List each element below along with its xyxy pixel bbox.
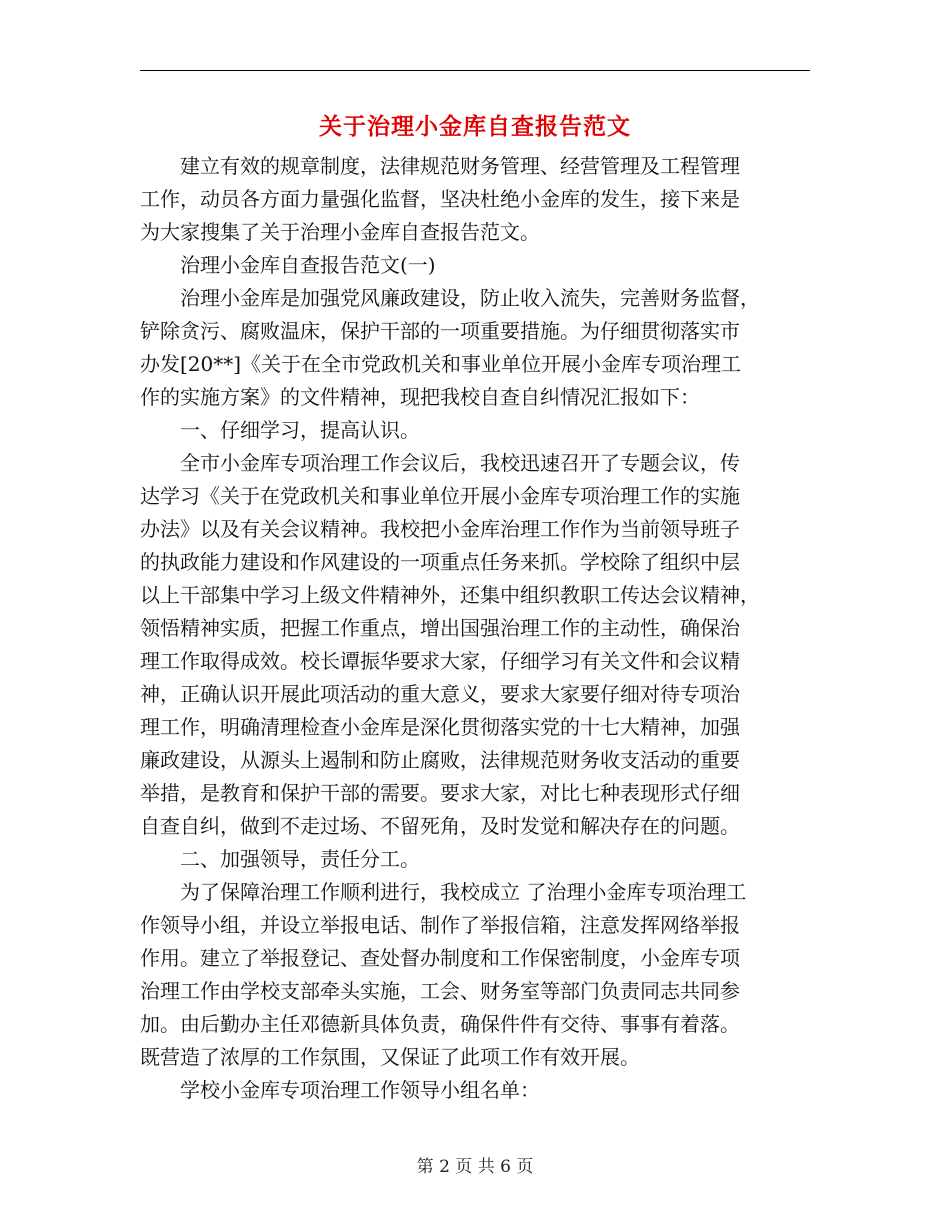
text-line: 加。由后勤办主任邓德新具体负责，确保件件有交待、事事有着落。 bbox=[140, 1012, 740, 1036]
document-title: 关于治理小金库自查报告范文 bbox=[319, 113, 631, 140]
text-line: 作领导小组，并设立举报电话、制作了举报信箱，注意发挥网络举报 bbox=[140, 913, 740, 937]
document-body bbox=[140, 150, 810, 1107]
header-rule bbox=[140, 70, 810, 71]
text-line: 廉政建设，从源头上遏制和防止腐败，法律规范财务收支活动的重要 bbox=[140, 748, 740, 772]
page-footer: 第 2 页 共 6 页 bbox=[416, 1157, 534, 1177]
text-line: 以上干部集中学习上级文件精神外，还集中组织教职工传达会议精神， bbox=[140, 583, 760, 607]
text-line: 全市小金库专项治理工作会议后，我校迅速召开了专题会议，传 bbox=[140, 451, 740, 475]
text-line: 举措，是教育和保护干部的需要。要求大家，对比七种表现形式仔细 bbox=[140, 781, 740, 805]
text-line: 治理工作由学校支部牵头实施，工会、财务室等部门负责同志共同参 bbox=[140, 979, 740, 1003]
text-line: 治理小金库是加强党风廉政建设，防止收入流失，完善财务监督， bbox=[140, 286, 760, 310]
text-line: 领悟精神实质，把握工作重点，增出国强治理工作的主动性，确保治 bbox=[140, 616, 740, 640]
text-line: 作的实施方案》的文件精神，现把我校自查自纠情况汇报如下： bbox=[140, 385, 700, 409]
text-line: 铲除贪污、腐败温床，保护干部的一项重要措施。为仔细贯彻落实市 bbox=[140, 319, 740, 343]
text-line: 理工作，明确清理检查小金库是深化贯彻落实党的十七大精神，加强 bbox=[140, 715, 740, 739]
text-line: 二、加强领导，责任分工。 bbox=[140, 847, 420, 871]
text-line: 为了保障治理工作顺利进行，我校成立 了治理小金库专项治理工 bbox=[140, 880, 747, 904]
text-line: 作用。建立了举报登记、查处督办制度和工作保密制度，小金库专项 bbox=[140, 946, 740, 970]
text-line: 办发[20**]《关于在全市党政机关和事业单位开展小金库专项治理工 bbox=[140, 352, 742, 376]
text-line: 办法》以及有关会议精神。我校把小金库治理工作作为当前领导班子 bbox=[140, 517, 740, 541]
text-line: 学校小金库专项治理工作领导小组名单： bbox=[140, 1078, 540, 1102]
text-line: 治理小金库自查报告范文(一) bbox=[140, 253, 436, 277]
text-line: 建立有效的规章制度，法律规范财务管理、经营管理及工程管理 bbox=[140, 154, 740, 178]
text-line: 的执政能力建设和作风建设的一项重点任务来抓。学校除了组织中层 bbox=[140, 550, 740, 574]
text-line: 既营造了浓厚的工作氛围，又保证了此项工作有效开展。 bbox=[140, 1045, 640, 1069]
text-line: 理工作取得成效。校长谭振华要求大家，仔细学习有关文件和会议精 bbox=[140, 649, 740, 673]
text-line: 为大家搜集了关于治理小金库自查报告范文。 bbox=[140, 220, 540, 244]
text-line: 达学习《关于在党政机关和事业单位开展小金库专项治理工作的实施 bbox=[140, 484, 740, 508]
text-line: 神，正确认识开展此项活动的重大意义，要求大家要仔细对待专项治 bbox=[140, 682, 740, 706]
text-line: 一、仔细学习，提高认识。 bbox=[140, 418, 420, 442]
text-line: 自查自纠，做到不走过场、不留死角，及时发觉和解决存在的问题。 bbox=[140, 814, 740, 838]
text-line: 工作，动员各方面力量强化监督，坚决杜绝小金库的发生，接下来是 bbox=[140, 187, 740, 211]
